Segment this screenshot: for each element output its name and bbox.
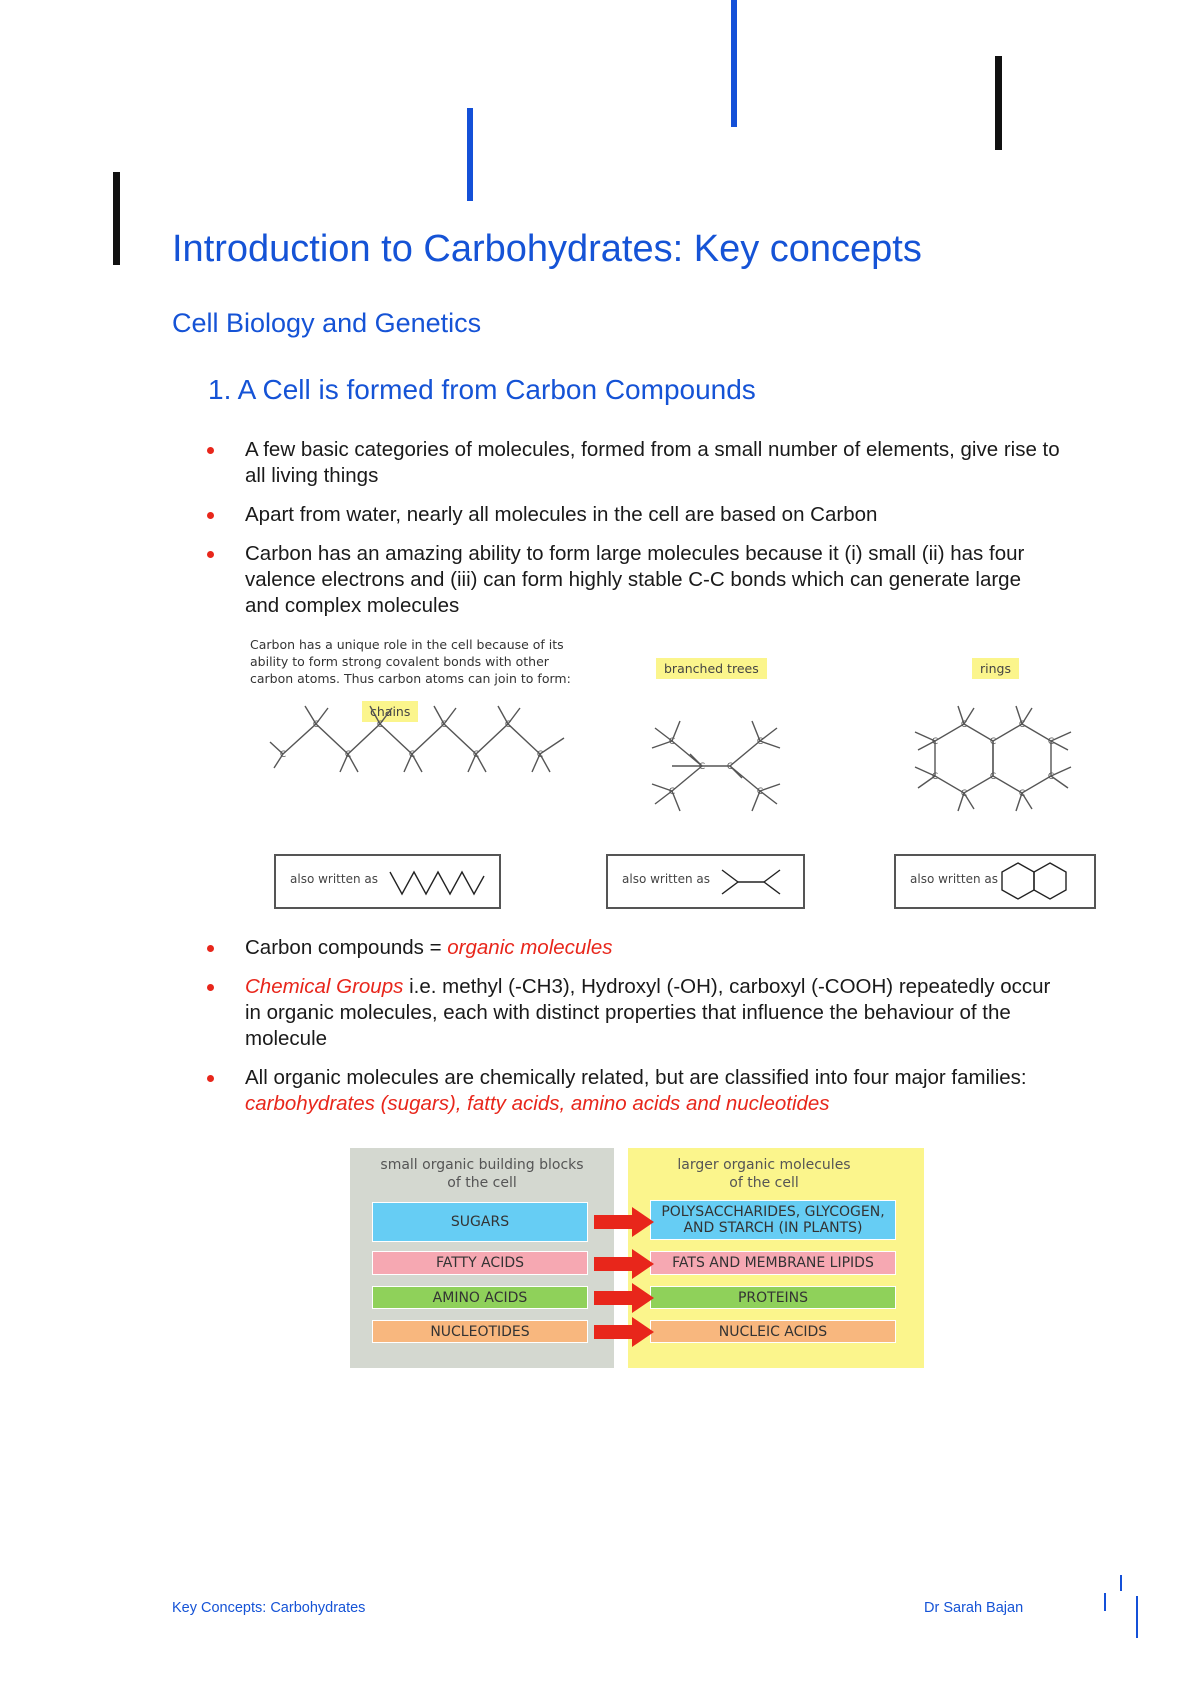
atom-label: C xyxy=(1018,789,1026,799)
atom-label: C xyxy=(536,750,544,760)
page-title: Introduction to Carbohydrates: Key concepts xyxy=(172,228,922,270)
atom-label: C xyxy=(279,750,287,760)
atom-label: C xyxy=(989,772,997,782)
atom-label: C xyxy=(726,762,734,772)
naphthalene-icon xyxy=(998,859,1078,905)
atom-label: C xyxy=(668,737,676,747)
chain-skeletal-box: also written as xyxy=(274,854,501,909)
arrow-icon xyxy=(594,1317,654,1347)
ring-left xyxy=(935,724,993,793)
polysaccharides-block: POLYSACCHARIDES, GLYCOGEN, AND STARCH (IN PLANTS) xyxy=(650,1200,896,1240)
bullet-list xyxy=(0,935,1060,1130)
highlight-term: carbohydrates (sugars), fatty acids, amino acids and nucleotides xyxy=(245,1092,830,1115)
fatty-acids-block: FATTY ACIDS xyxy=(372,1251,588,1275)
atom-label: C xyxy=(960,789,968,799)
atom-label: C xyxy=(1018,720,1026,730)
bullet-icon xyxy=(207,551,214,558)
atom-label: C xyxy=(1047,772,1055,782)
chains-label: chains xyxy=(362,701,418,722)
decorative-bar xyxy=(1136,1596,1138,1638)
arrow-icon xyxy=(594,1207,654,1237)
zigzag-icon xyxy=(388,862,488,902)
footer-right: Dr Sarah Bajan xyxy=(924,1600,1024,1616)
atom-label: C xyxy=(504,720,512,730)
fats-lipids-block: FATS AND MEMBRANE LIPIDS xyxy=(650,1251,896,1275)
footer-left: Key Concepts: Carbohydrates xyxy=(172,1600,366,1616)
atom-label: C xyxy=(698,762,706,772)
decorative-bar xyxy=(995,56,1002,150)
atom-label: C xyxy=(931,772,939,782)
list-item: Apart from water, nearly all molecules in the cell are based on Carbon xyxy=(0,502,1060,528)
atom-label: C xyxy=(756,737,764,747)
amino-acids-block: AMINO ACIDS xyxy=(372,1286,588,1309)
bullet-icon xyxy=(207,984,214,991)
figure-caption: Carbon has a unique role in the cell because of its ability to form strong covalent bonds with other carbon atoms. Thus carbon atoms can join to form: xyxy=(250,637,571,686)
proteins-block: PROTEINS xyxy=(650,1286,896,1309)
list-item: Carbon compounds = organic molecules xyxy=(0,935,1060,961)
highlight-term: organic molecules xyxy=(447,936,613,959)
branched-skeletal-box: also written as xyxy=(606,854,805,909)
decorative-bar xyxy=(1120,1575,1122,1591)
small-blocks-heading: small organic building blocks of the cell xyxy=(380,1157,584,1191)
atom-label: C xyxy=(931,737,939,747)
section-heading: 1. A Cell is formed from Carbon Compounds xyxy=(208,374,756,405)
atom-label: C xyxy=(312,720,320,730)
atom-label: C xyxy=(408,750,416,760)
atom-label: C xyxy=(344,750,352,760)
building-blocks-figure xyxy=(350,1148,924,1368)
list-item: Carbon has an amazing ability to form large molecules because it (i) small (ii) has four valence electrons and (iii) can form highly stable C-C bonds which can generate large and complex molecules xyxy=(0,541,1060,619)
rings-skeletal-box: also written as xyxy=(894,854,1096,909)
list-item: Chemical Groups i.e. methyl (-CH3), Hydroxyl (-OH), carboxyl (-COOH) repeatedly occur in organic molecules, each with distinct properties that influence the behaviour of the molecule xyxy=(0,974,1060,1052)
decorative-bar xyxy=(113,172,120,265)
large-molecules-heading: larger organic molecules of the cell xyxy=(677,1157,851,1191)
arrow-icon xyxy=(594,1283,654,1313)
nucleotides-block: NUCLEOTIDES xyxy=(372,1320,588,1343)
highlight-term: Chemical Groups xyxy=(245,975,404,998)
atom-label: C xyxy=(440,720,448,730)
branched-label: branched trees xyxy=(656,658,767,679)
small-blocks-panel xyxy=(350,1148,614,1368)
atom-label: C xyxy=(1047,737,1055,747)
arrows-layer xyxy=(592,1148,662,1368)
bullet-icon xyxy=(207,945,214,952)
carbon-structures-figure xyxy=(250,636,1100,916)
branch-bond xyxy=(730,741,760,766)
bullet-list xyxy=(0,437,1060,632)
page-subtitle: Cell Biology and Genetics xyxy=(172,308,482,338)
decorative-bar xyxy=(731,0,737,127)
sugars-block: SUGARS xyxy=(372,1202,588,1242)
decorative-bar xyxy=(467,108,473,201)
atom-label: C xyxy=(472,750,480,760)
bullet-icon xyxy=(207,512,214,519)
atom-label: C xyxy=(960,720,968,730)
atom-label: C xyxy=(989,737,997,747)
decorative-bar xyxy=(1104,1593,1106,1611)
list-item: A few basic categories of molecules, formed from a small number of elements, give rise to all living things xyxy=(0,437,1060,489)
arrow-icon xyxy=(594,1249,654,1279)
atom-label: C xyxy=(376,720,384,730)
bullet-icon xyxy=(207,447,214,454)
branch-bond xyxy=(672,766,702,791)
rings-label: rings xyxy=(972,658,1019,679)
nucleic-acids-block: NUCLEIC ACIDS xyxy=(650,1320,896,1343)
bullet-icon xyxy=(207,1075,214,1082)
atom-label: C xyxy=(668,787,676,797)
large-molecules-panel xyxy=(628,1148,924,1368)
atom-label: C xyxy=(756,787,764,797)
list-item: All organic molecules are chemically related, but are classified into four major families: carbohydrates (sugars), fatty acids, amino acids and nucleotides xyxy=(0,1065,1060,1117)
branched-skeleton-icon xyxy=(720,862,800,902)
ring-right xyxy=(993,724,1051,793)
chain-bonds xyxy=(283,724,564,754)
